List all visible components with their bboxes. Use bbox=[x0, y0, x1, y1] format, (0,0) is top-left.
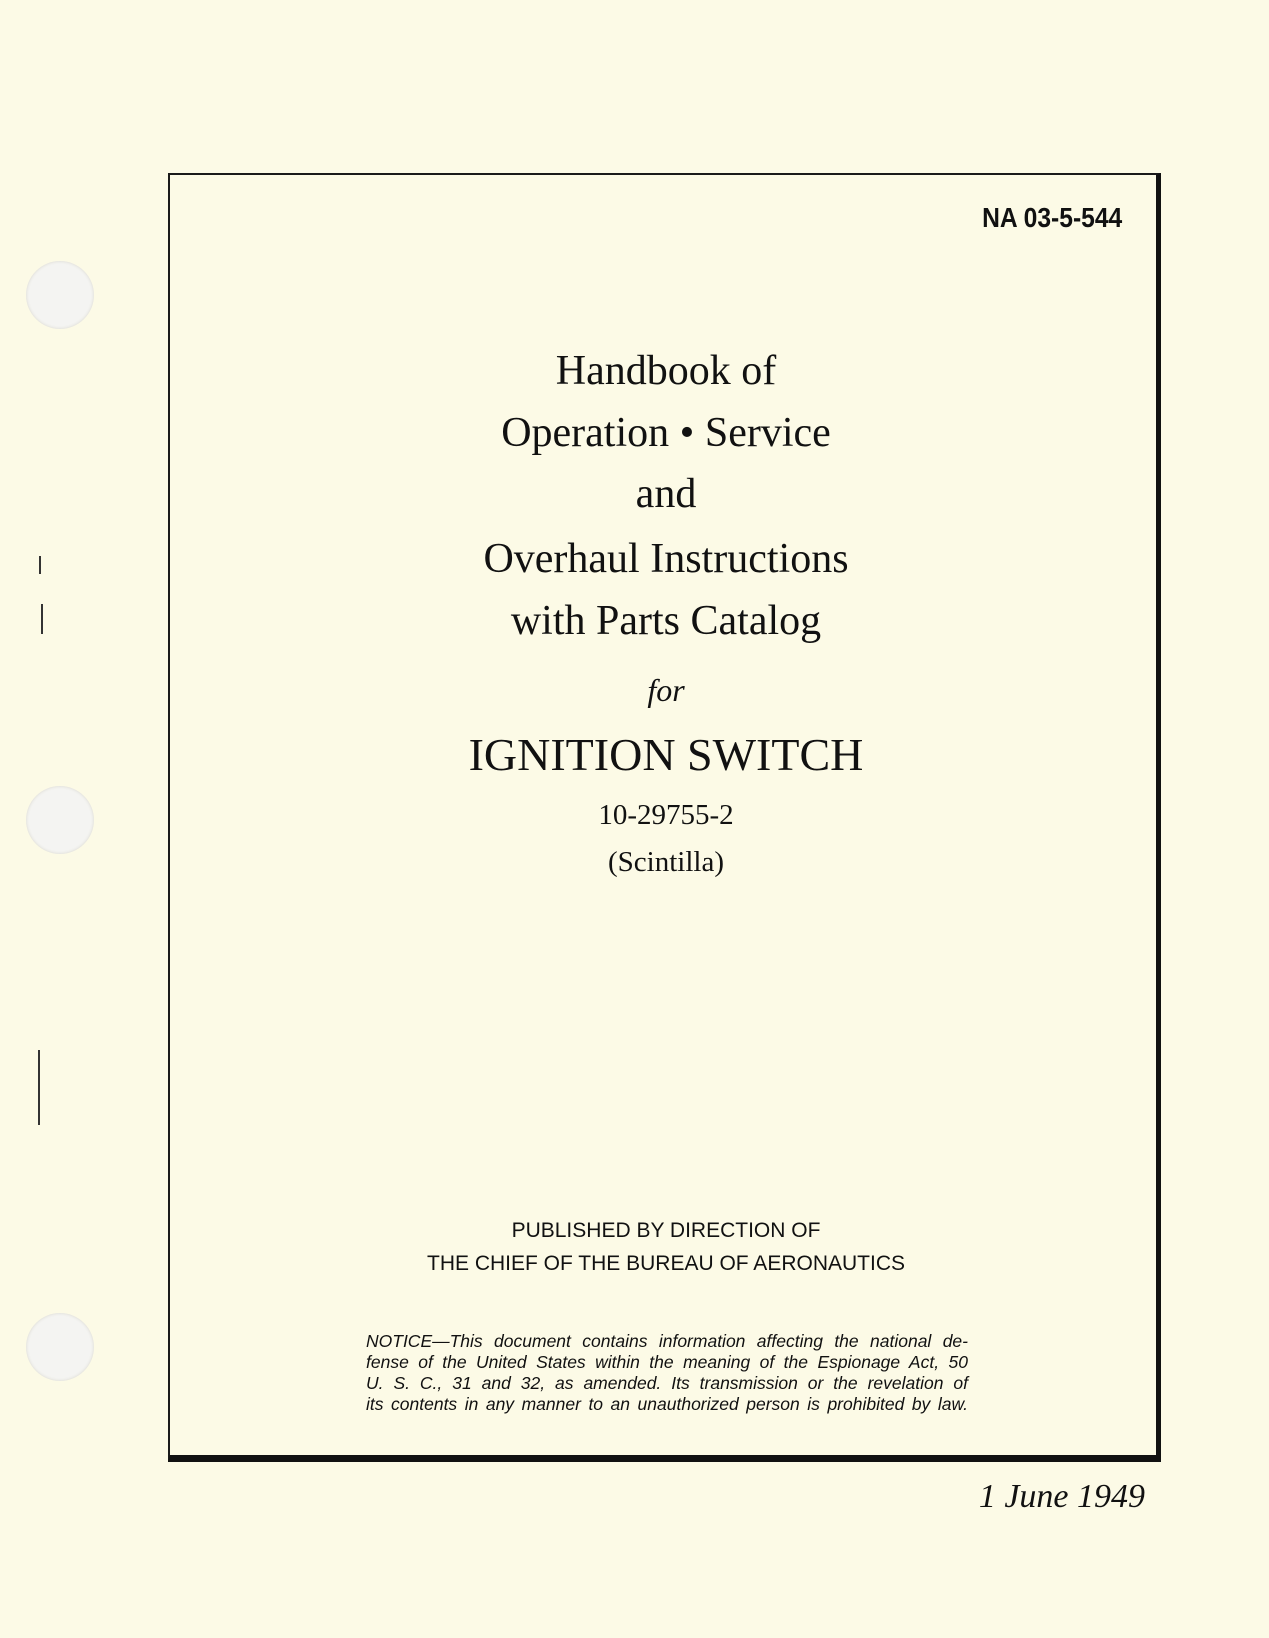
notice-line-1: NOTICE—This document contains information affecting the national de- bbox=[366, 1331, 968, 1351]
part-number: 10-29755-2 bbox=[598, 799, 734, 831]
notice-line-3: U. S. C., 31 and 32, as amended. Its transmission or the revelation of bbox=[366, 1373, 968, 1393]
binder-hole-bottom bbox=[26, 1313, 94, 1381]
scan-mark bbox=[39, 556, 41, 574]
publisher-line-1: PUBLISHED BY DIRECTION OF bbox=[511, 1219, 821, 1242]
title-line-3: and bbox=[635, 471, 697, 517]
title-line-2: Operation • Service bbox=[501, 410, 831, 456]
title-for: for bbox=[647, 672, 685, 708]
publisher-line-2: THE CHIEF OF THE BUREAU OF AERONAUTICS bbox=[427, 1252, 905, 1275]
document-number: NA 03-5-544 bbox=[981, 202, 1122, 233]
binder-hole-middle bbox=[26, 786, 94, 854]
binder-hole-top bbox=[26, 261, 94, 329]
security-notice bbox=[366, 1331, 968, 1415]
title-line-1: Handbook of bbox=[555, 348, 777, 394]
manufacturer: (Scintilla) bbox=[608, 846, 724, 878]
publication-date: 1 June 1949 bbox=[978, 1478, 1145, 1515]
scan-mark bbox=[41, 604, 43, 634]
notice-line-4: its contents in any manner to an unauthorized person is prohibited by law. bbox=[366, 1394, 968, 1414]
subject-name: IGNITION SWITCH bbox=[468, 729, 864, 780]
title-line-5: with Parts Catalog bbox=[510, 598, 822, 644]
title-line-4: Overhaul Instructions bbox=[483, 536, 849, 582]
notice-line-2: fense of the United States within the meaning of the Espionage Act, 50 bbox=[366, 1352, 968, 1372]
scan-mark bbox=[38, 1050, 40, 1125]
